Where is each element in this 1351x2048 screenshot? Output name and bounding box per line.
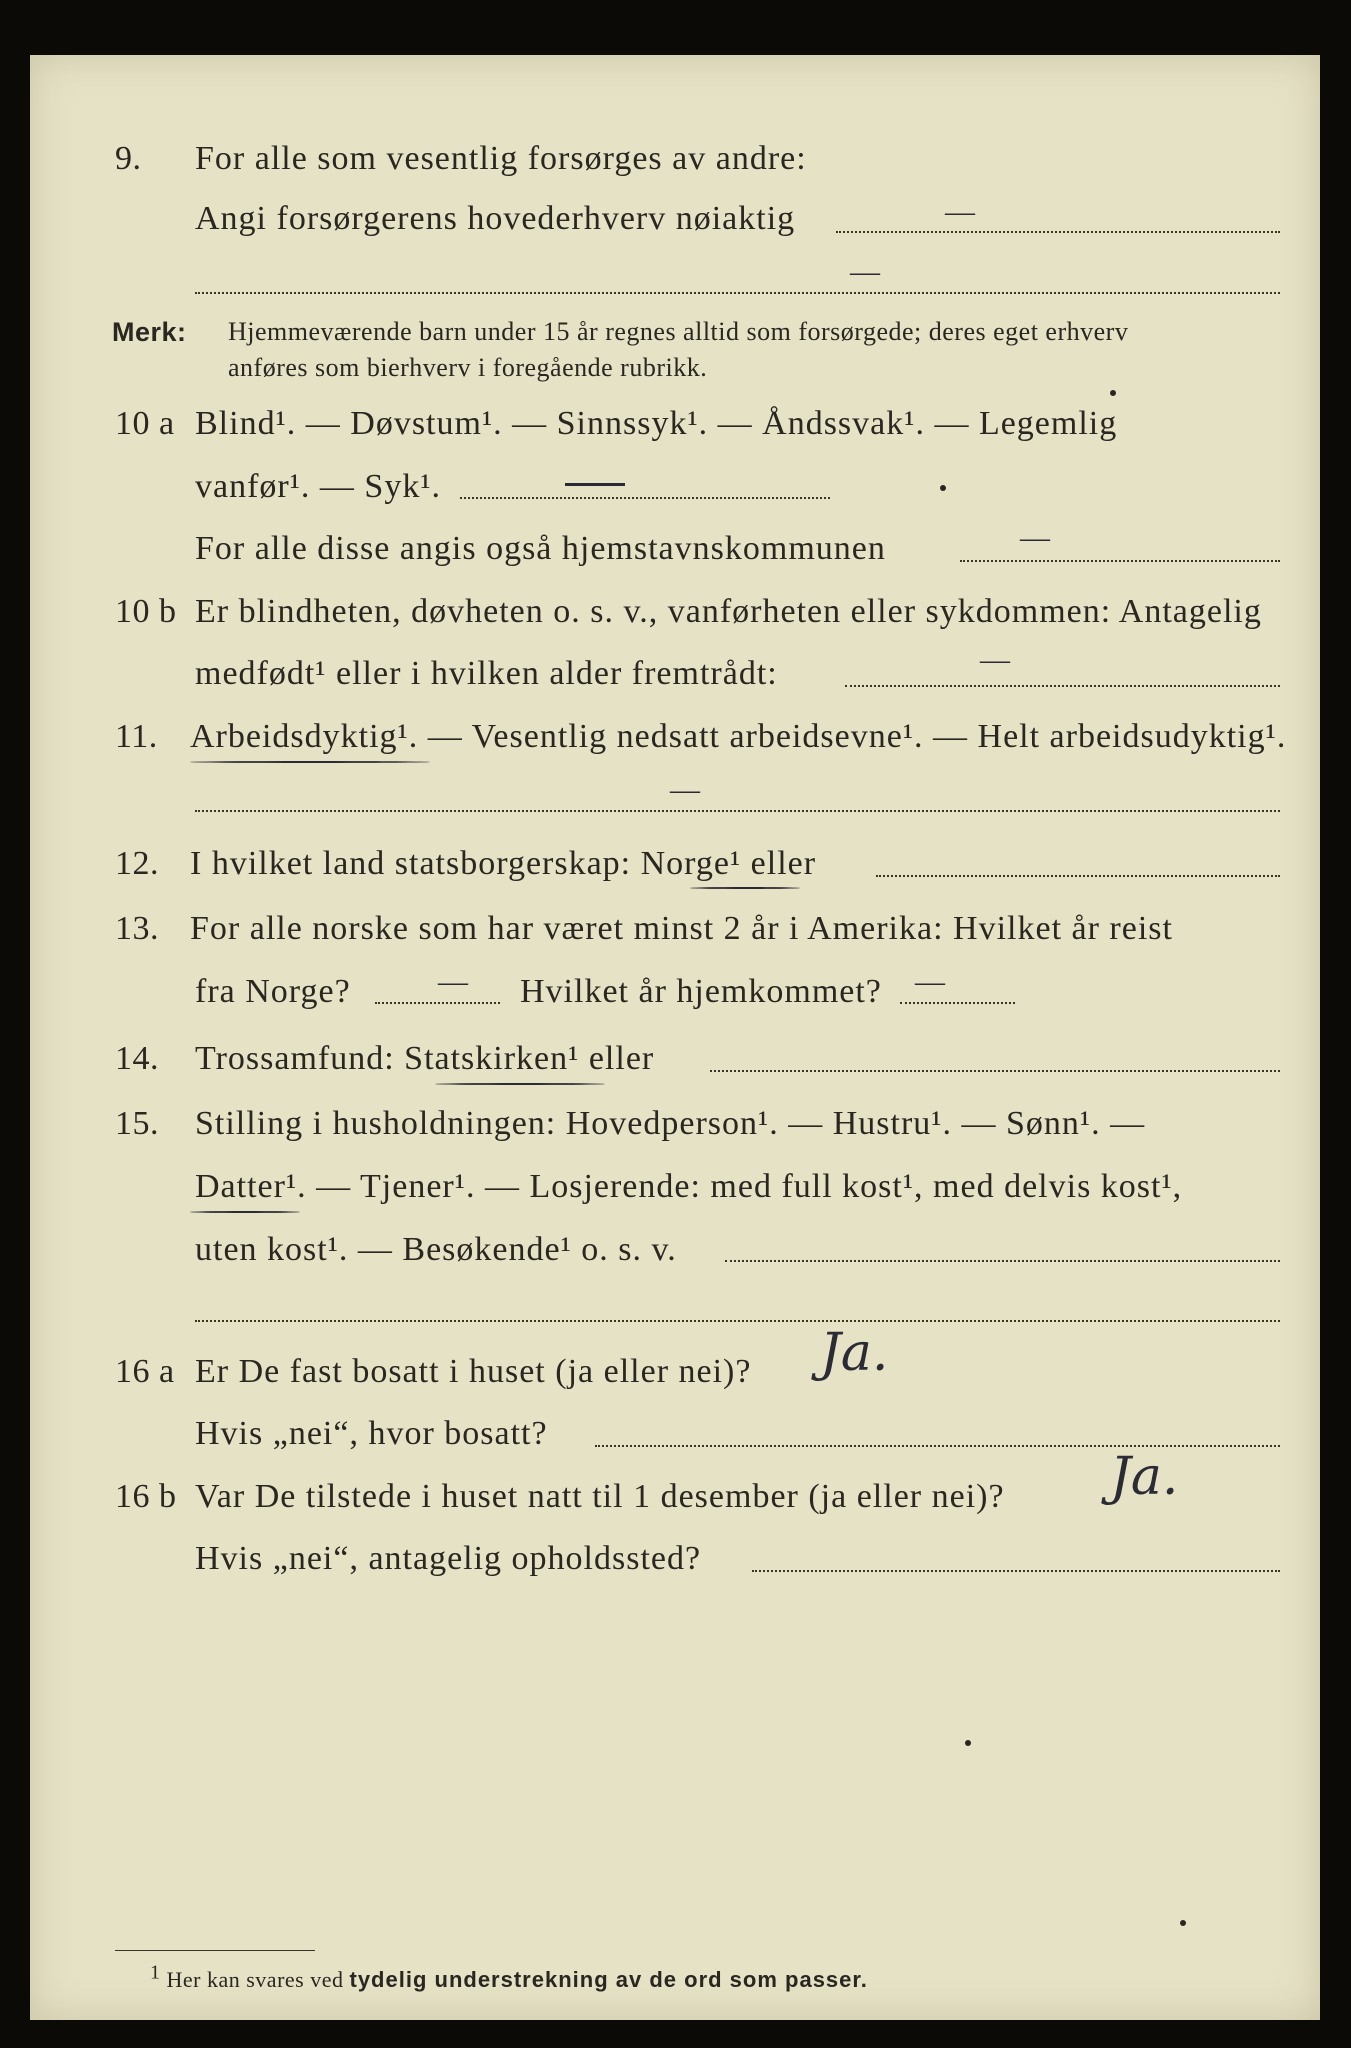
q13-line2b: Hvilket år hjemkommet? [520,973,882,1010]
q11-answer: — [670,773,700,806]
paper-speck [1110,390,1116,396]
q10a-line3: For alle disse angis også hjemstavnskommunen [195,530,886,567]
q11-answer-field[interactable] [195,810,1280,812]
q12-number: 12. [115,845,159,882]
q12-line1: I hvilket land statsborgerskap: Norge¹ eller [190,845,817,882]
merk-line1: Hjemmeværende barn under 15 år regnes alltid som forsørgede; deres eget erhverv [228,317,1129,346]
merk-label: Merk: [112,317,187,347]
q9-answer-field-2[interactable] [195,292,1280,294]
q15-line3: uten kost¹. — Besøkende¹ o. s. v. [195,1231,677,1268]
q12-answer-field[interactable] [876,875,1280,877]
q15-underline-datter [190,1211,300,1213]
q15-answer-field-2[interactable] [195,1320,1280,1322]
paper-speck [1180,1920,1186,1926]
q16b-line1: Var De tilstede i huset natt til 1 desember (ja eller nei)? [195,1478,1005,1515]
q15-line1: Stilling i husholdningen: Hovedperson¹. — Hustru¹. — Sønn¹. — [195,1105,1146,1142]
form-page [30,55,1320,2020]
q10a-answer-dash [565,483,625,486]
paper-speck [940,485,946,491]
q15-line2: Datter¹. — Tjener¹. — Losjerende: med full kost¹, med delvis kost¹, [195,1168,1183,1205]
q15-answer-field[interactable] [725,1260,1280,1262]
footnote-text-plain: Her kan svares ved [166,1967,344,1992]
merk-line2: anføres som bierhverv i foregående rubrikk. [228,353,708,382]
q11-underline-arbeidsdyktig [190,761,430,763]
q10a-line1: Blind¹. — Døvstum¹. — Sinnssyk¹. — Åndssvak¹. — Legemlig [195,405,1118,442]
q14-underline-statskirken [435,1083,605,1085]
q15-number: 15. [115,1105,159,1142]
q10b-answer: — [980,643,1010,676]
q16a-line2: Hvis „nei“, hvor bosatt? [195,1415,548,1452]
q10b-answer-field[interactable] [845,685,1280,687]
footnote-mark: 1 [150,1961,161,1984]
q12-underline-norge [690,887,800,889]
q11-line1: Arbeidsdyktig¹. — Vesentlig nedsatt arbeidsevne¹. — Helt arbeidsudyktig¹. [190,718,1287,755]
q10a-answer-field-3[interactable] [960,560,1280,562]
q16b-handwritten-answer: Ja. [1110,1447,1179,1507]
q10a-answer-3: — [1020,521,1050,554]
q13-answer-b: — [915,965,945,998]
q9-line2: Angi forsørgerens hovederhverv nøiaktig [195,200,796,237]
footnote-text-bold: tydelig understrekning av de ord som passer. [349,1967,868,1992]
q10a-line2: vanfør¹. — Syk¹. [195,468,442,505]
q10a-answer-field[interactable] [460,497,830,499]
paper-speck [965,1740,971,1746]
q10b-line1: Er blindheten, døvheten o. s. v., vanførheten eller sykdommen: Antagelig [195,593,1262,630]
footnote-rule [115,1950,315,1951]
q14-answer-field[interactable] [710,1070,1280,1072]
q10b-number: 10 b [115,593,177,630]
q13-line2a: fra Norge? [195,973,351,1010]
q16a-number: 16 a [115,1353,175,1390]
q13-number: 13. [115,910,159,947]
q13-line1: For alle norske som har været minst 2 år i Amerika: Hvilket år reist [190,910,1173,947]
q11-number: 11. [115,718,158,755]
footnote [150,1961,868,1993]
q13-answer-b-field[interactable] [900,1002,1015,1004]
q10a-number: 10 a [115,405,175,442]
q9-answer: — [945,195,975,228]
q13-answer-a-field[interactable] [375,1002,500,1004]
q16b-answer-field[interactable] [752,1570,1280,1572]
q9-number: 9. [115,140,142,177]
q9-answer-2: — [850,255,880,288]
q16b-number: 16 b [115,1478,177,1515]
q14-number: 14. [115,1040,159,1077]
q10b-line2: medfødt¹ eller i hvilken alder fremtrådt: [195,655,778,692]
q13-answer-a: — [438,965,468,998]
q16a-line1: Er De fast bosatt i huset (ja eller nei)? [195,1353,752,1390]
q16a-handwritten-answer: Ja. [820,1323,889,1383]
q14-line1: Trossamfund: Statskirken¹ eller [195,1040,655,1077]
q9-line1: For alle som vesentlig forsørges av andre: [195,140,807,177]
q9-answer-field[interactable] [836,231,1280,233]
q16b-line2: Hvis „nei“, antagelig opholdssted? [195,1540,702,1577]
